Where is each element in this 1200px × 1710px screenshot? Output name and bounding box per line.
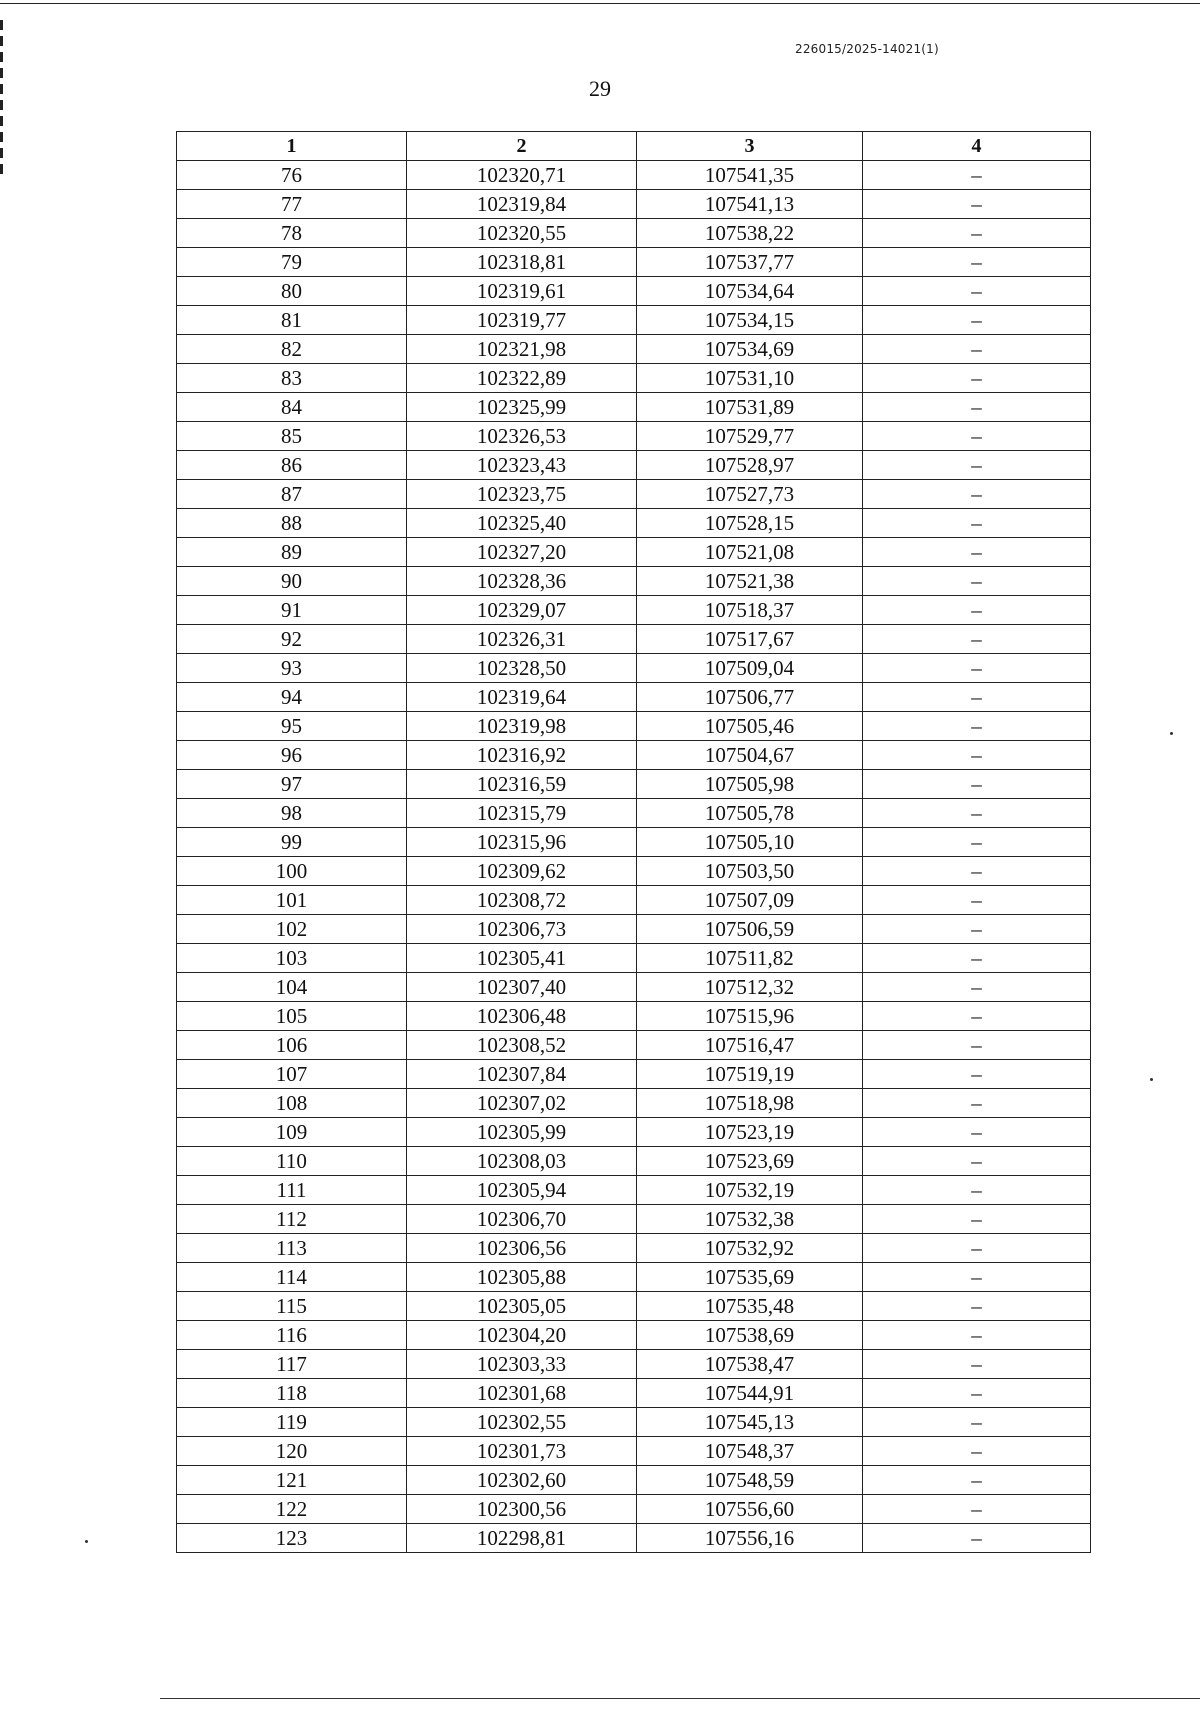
- note-cell: –: [863, 1031, 1091, 1060]
- table-row: [177, 1263, 1091, 1292]
- table-row: [177, 770, 1091, 799]
- point-number-cell: 105: [177, 1002, 407, 1031]
- x-coordinate-cell: 102323,75: [407, 480, 637, 509]
- note-cell: –: [863, 219, 1091, 248]
- table-row: [177, 741, 1091, 770]
- y-coordinate-cell: 107523,19: [637, 1118, 863, 1147]
- point-number-cell: 78: [177, 219, 407, 248]
- column-header-2: 2: [407, 132, 637, 161]
- point-number-cell: 109: [177, 1118, 407, 1147]
- point-number-cell: 104: [177, 973, 407, 1002]
- x-coordinate-cell: 102308,03: [407, 1147, 637, 1176]
- note-cell: –: [863, 1147, 1091, 1176]
- table-row: [177, 886, 1091, 915]
- binding-marks: [0, 20, 3, 180]
- x-coordinate-cell: 102309,62: [407, 857, 637, 886]
- y-coordinate-cell: 107512,32: [637, 973, 863, 1002]
- x-coordinate-cell: 102302,60: [407, 1466, 637, 1495]
- x-coordinate-cell: 102300,56: [407, 1495, 637, 1524]
- note-cell: –: [863, 1118, 1091, 1147]
- x-coordinate-cell: 102323,43: [407, 451, 637, 480]
- y-coordinate-cell: 107537,77: [637, 248, 863, 277]
- point-number-cell: 79: [177, 248, 407, 277]
- x-coordinate-cell: 102316,92: [407, 741, 637, 770]
- table-row: [177, 1234, 1091, 1263]
- note-cell: –: [863, 1408, 1091, 1437]
- note-cell: –: [863, 364, 1091, 393]
- y-coordinate-cell: 107531,89: [637, 393, 863, 422]
- point-number-cell: 87: [177, 480, 407, 509]
- y-coordinate-cell: 107509,04: [637, 654, 863, 683]
- note-cell: –: [863, 1350, 1091, 1379]
- y-coordinate-cell: 107531,10: [637, 364, 863, 393]
- note-cell: –: [863, 1437, 1091, 1466]
- table-row: [177, 306, 1091, 335]
- point-number-cell: 100: [177, 857, 407, 886]
- table-row: [177, 480, 1091, 509]
- point-number-cell: 86: [177, 451, 407, 480]
- x-coordinate-cell: 102306,73: [407, 915, 637, 944]
- table-row: [177, 683, 1091, 712]
- y-coordinate-cell: 107544,91: [637, 1379, 863, 1408]
- y-coordinate-cell: 107532,92: [637, 1234, 863, 1263]
- table-row: [177, 190, 1091, 219]
- y-coordinate-cell: 107507,09: [637, 886, 863, 915]
- note-cell: –: [863, 915, 1091, 944]
- note-cell: –: [863, 1495, 1091, 1524]
- x-coordinate-cell: 102301,68: [407, 1379, 637, 1408]
- column-header-3: 3: [637, 132, 863, 161]
- note-cell: –: [863, 799, 1091, 828]
- x-coordinate-cell: 102326,31: [407, 625, 637, 654]
- table-row: [177, 973, 1091, 1002]
- column-header-1: 1: [177, 132, 407, 161]
- point-number-cell: 123: [177, 1524, 407, 1553]
- note-cell: –: [863, 1292, 1091, 1321]
- x-coordinate-cell: 102318,81: [407, 248, 637, 277]
- x-coordinate-cell: 102326,53: [407, 422, 637, 451]
- y-coordinate-cell: 107538,22: [637, 219, 863, 248]
- x-coordinate-cell: 102308,52: [407, 1031, 637, 1060]
- x-coordinate-cell: 102301,73: [407, 1437, 637, 1466]
- y-coordinate-cell: 107505,98: [637, 770, 863, 799]
- table-row: [177, 857, 1091, 886]
- note-cell: –: [863, 451, 1091, 480]
- note-cell: –: [863, 1205, 1091, 1234]
- point-number-cell: 108: [177, 1089, 407, 1118]
- y-coordinate-cell: 107545,13: [637, 1408, 863, 1437]
- y-coordinate-cell: 107556,16: [637, 1524, 863, 1553]
- y-coordinate-cell: 107505,78: [637, 799, 863, 828]
- point-number-cell: 119: [177, 1408, 407, 1437]
- table-row: [177, 944, 1091, 973]
- table-row: [177, 1408, 1091, 1437]
- note-cell: –: [863, 770, 1091, 799]
- point-number-cell: 120: [177, 1437, 407, 1466]
- table-row: [177, 712, 1091, 741]
- table-header-row: [177, 132, 1091, 161]
- x-coordinate-cell: 102320,55: [407, 219, 637, 248]
- x-coordinate-cell: 102306,70: [407, 1205, 637, 1234]
- y-coordinate-cell: 107532,19: [637, 1176, 863, 1205]
- point-number-cell: 77: [177, 190, 407, 219]
- note-cell: –: [863, 190, 1091, 219]
- point-number-cell: 110: [177, 1147, 407, 1176]
- point-number-cell: 88: [177, 509, 407, 538]
- x-coordinate-cell: 102328,36: [407, 567, 637, 596]
- note-cell: –: [863, 1379, 1091, 1408]
- point-number-cell: 106: [177, 1031, 407, 1060]
- note-cell: –: [863, 654, 1091, 683]
- table-row: [177, 422, 1091, 451]
- table-row: [177, 538, 1091, 567]
- x-coordinate-cell: 102315,96: [407, 828, 637, 857]
- point-number-cell: 97: [177, 770, 407, 799]
- point-number-cell: 81: [177, 306, 407, 335]
- note-cell: –: [863, 248, 1091, 277]
- y-coordinate-cell: 107504,67: [637, 741, 863, 770]
- y-coordinate-cell: 107521,38: [637, 567, 863, 596]
- note-cell: –: [863, 1060, 1091, 1089]
- point-number-cell: 89: [177, 538, 407, 567]
- point-number-cell: 92: [177, 625, 407, 654]
- table-row: [177, 596, 1091, 625]
- y-coordinate-cell: 107503,50: [637, 857, 863, 886]
- point-number-cell: 116: [177, 1321, 407, 1350]
- note-cell: –: [863, 509, 1091, 538]
- y-coordinate-cell: 107505,10: [637, 828, 863, 857]
- column-header-4: 4: [863, 132, 1091, 161]
- y-coordinate-cell: 107541,13: [637, 190, 863, 219]
- y-coordinate-cell: 107518,98: [637, 1089, 863, 1118]
- note-cell: –: [863, 161, 1091, 190]
- note-cell: –: [863, 1524, 1091, 1553]
- note-cell: –: [863, 1466, 1091, 1495]
- note-cell: –: [863, 741, 1091, 770]
- point-number-cell: 99: [177, 828, 407, 857]
- table-row: [177, 1118, 1091, 1147]
- table-row: [177, 1437, 1091, 1466]
- table-row: [177, 451, 1091, 480]
- scan-speck: [1150, 1078, 1153, 1081]
- x-coordinate-cell: 102304,20: [407, 1321, 637, 1350]
- x-coordinate-cell: 102319,77: [407, 306, 637, 335]
- y-coordinate-cell: 107506,77: [637, 683, 863, 712]
- note-cell: –: [863, 828, 1091, 857]
- y-coordinate-cell: 107556,60: [637, 1495, 863, 1524]
- table-row: [177, 277, 1091, 306]
- table-row: [177, 1031, 1091, 1060]
- point-number-cell: 121: [177, 1466, 407, 1495]
- y-coordinate-cell: 107527,73: [637, 480, 863, 509]
- point-number-cell: 98: [177, 799, 407, 828]
- note-cell: –: [863, 625, 1091, 654]
- point-number-cell: 91: [177, 596, 407, 625]
- note-cell: –: [863, 567, 1091, 596]
- table-row: [177, 1176, 1091, 1205]
- y-coordinate-cell: 107528,15: [637, 509, 863, 538]
- point-number-cell: 113: [177, 1234, 407, 1263]
- x-coordinate-cell: 102325,99: [407, 393, 637, 422]
- x-coordinate-cell: 102329,07: [407, 596, 637, 625]
- x-coordinate-cell: 102303,33: [407, 1350, 637, 1379]
- note-cell: –: [863, 480, 1091, 509]
- x-coordinate-cell: 102307,84: [407, 1060, 637, 1089]
- table-row: [177, 567, 1091, 596]
- y-coordinate-cell: 107548,59: [637, 1466, 863, 1495]
- y-coordinate-cell: 107532,38: [637, 1205, 863, 1234]
- table-row: [177, 625, 1091, 654]
- note-cell: –: [863, 335, 1091, 364]
- x-coordinate-cell: 102325,40: [407, 509, 637, 538]
- y-coordinate-cell: 107518,37: [637, 596, 863, 625]
- point-number-cell: 95: [177, 712, 407, 741]
- point-number-cell: 111: [177, 1176, 407, 1205]
- note-cell: –: [863, 538, 1091, 567]
- table-row: [177, 915, 1091, 944]
- table-row: [177, 828, 1091, 857]
- bottom-border-line: [160, 1698, 1200, 1699]
- x-coordinate-cell: 102306,48: [407, 1002, 637, 1031]
- table-row: [177, 1466, 1091, 1495]
- x-coordinate-cell: 102305,94: [407, 1176, 637, 1205]
- x-coordinate-cell: 102319,61: [407, 277, 637, 306]
- coordinates-table: [176, 131, 1091, 1553]
- x-coordinate-cell: 102322,89: [407, 364, 637, 393]
- point-number-cell: 114: [177, 1263, 407, 1292]
- table-body: [177, 161, 1091, 1553]
- x-coordinate-cell: 102307,40: [407, 973, 637, 1002]
- top-border-line: [0, 3, 1200, 4]
- y-coordinate-cell: 107528,97: [637, 451, 863, 480]
- table-row: [177, 1524, 1091, 1553]
- page-number: 29: [589, 76, 611, 101]
- x-coordinate-cell: 102305,05: [407, 1292, 637, 1321]
- note-cell: –: [863, 683, 1091, 712]
- y-coordinate-cell: 107519,19: [637, 1060, 863, 1089]
- point-number-cell: 96: [177, 741, 407, 770]
- note-cell: –: [863, 1263, 1091, 1292]
- note-cell: –: [863, 306, 1091, 335]
- y-coordinate-cell: 107506,59: [637, 915, 863, 944]
- y-coordinate-cell: 107505,46: [637, 712, 863, 741]
- y-coordinate-cell: 107538,47: [637, 1350, 863, 1379]
- y-coordinate-cell: 107523,69: [637, 1147, 863, 1176]
- x-coordinate-cell: 102305,41: [407, 944, 637, 973]
- x-coordinate-cell: 102319,98: [407, 712, 637, 741]
- note-cell: –: [863, 1176, 1091, 1205]
- table-row: [177, 799, 1091, 828]
- note-cell: –: [863, 422, 1091, 451]
- point-number-cell: 90: [177, 567, 407, 596]
- note-cell: –: [863, 886, 1091, 915]
- y-coordinate-cell: 107535,48: [637, 1292, 863, 1321]
- x-coordinate-cell: 102307,02: [407, 1089, 637, 1118]
- point-number-cell: 112: [177, 1205, 407, 1234]
- scan-speck: [85, 1540, 88, 1543]
- point-number-cell: 102: [177, 915, 407, 944]
- table-row: [177, 1350, 1091, 1379]
- point-number-cell: 83: [177, 364, 407, 393]
- note-cell: –: [863, 1089, 1091, 1118]
- note-cell: –: [863, 596, 1091, 625]
- table-row: [177, 393, 1091, 422]
- table-row: [177, 161, 1091, 190]
- point-number-cell: 85: [177, 422, 407, 451]
- table-row: [177, 219, 1091, 248]
- x-coordinate-cell: 102302,55: [407, 1408, 637, 1437]
- point-number-cell: 101: [177, 886, 407, 915]
- table-row: [177, 1379, 1091, 1408]
- table-row: [177, 335, 1091, 364]
- x-coordinate-cell: 102319,84: [407, 190, 637, 219]
- point-number-cell: 115: [177, 1292, 407, 1321]
- x-coordinate-cell: 102305,88: [407, 1263, 637, 1292]
- y-coordinate-cell: 107529,77: [637, 422, 863, 451]
- note-cell: –: [863, 857, 1091, 886]
- y-coordinate-cell: 107516,47: [637, 1031, 863, 1060]
- y-coordinate-cell: 107548,37: [637, 1437, 863, 1466]
- table-row: [177, 1060, 1091, 1089]
- table-row: [177, 1089, 1091, 1118]
- x-coordinate-cell: 102321,98: [407, 335, 637, 364]
- note-cell: –: [863, 1321, 1091, 1350]
- y-coordinate-cell: 107535,69: [637, 1263, 863, 1292]
- table-row: [177, 1292, 1091, 1321]
- point-number-cell: 118: [177, 1379, 407, 1408]
- point-number-cell: 84: [177, 393, 407, 422]
- table-row: [177, 1002, 1091, 1031]
- note-cell: –: [863, 712, 1091, 741]
- point-number-cell: 103: [177, 944, 407, 973]
- point-number-cell: 93: [177, 654, 407, 683]
- x-coordinate-cell: 102305,99: [407, 1118, 637, 1147]
- table-row: [177, 248, 1091, 277]
- table-row: [177, 364, 1091, 393]
- point-number-cell: 80: [177, 277, 407, 306]
- document-registration-number: 226015/2025-14021(1): [795, 42, 939, 56]
- point-number-cell: 76: [177, 161, 407, 190]
- y-coordinate-cell: 107517,67: [637, 625, 863, 654]
- x-coordinate-cell: 102316,59: [407, 770, 637, 799]
- x-coordinate-cell: 102319,64: [407, 683, 637, 712]
- table-row: [177, 1205, 1091, 1234]
- x-coordinate-cell: 102298,81: [407, 1524, 637, 1553]
- x-coordinate-cell: 102315,79: [407, 799, 637, 828]
- y-coordinate-cell: 107534,64: [637, 277, 863, 306]
- x-coordinate-cell: 102320,71: [407, 161, 637, 190]
- table-row: [177, 1495, 1091, 1524]
- x-coordinate-cell: 102327,20: [407, 538, 637, 567]
- y-coordinate-cell: 107515,96: [637, 1002, 863, 1031]
- note-cell: –: [863, 973, 1091, 1002]
- point-number-cell: 94: [177, 683, 407, 712]
- scan-speck: [1170, 732, 1173, 735]
- x-coordinate-cell: 102328,50: [407, 654, 637, 683]
- table-row: [177, 509, 1091, 538]
- y-coordinate-cell: 107521,08: [637, 538, 863, 567]
- note-cell: –: [863, 1002, 1091, 1031]
- point-number-cell: 82: [177, 335, 407, 364]
- point-number-cell: 107: [177, 1060, 407, 1089]
- note-cell: –: [863, 944, 1091, 973]
- x-coordinate-cell: 102308,72: [407, 886, 637, 915]
- point-number-cell: 117: [177, 1350, 407, 1379]
- table-row: [177, 1321, 1091, 1350]
- y-coordinate-cell: 107538,69: [637, 1321, 863, 1350]
- note-cell: –: [863, 277, 1091, 306]
- y-coordinate-cell: 107534,15: [637, 306, 863, 335]
- point-number-cell: 122: [177, 1495, 407, 1524]
- note-cell: –: [863, 393, 1091, 422]
- note-cell: –: [863, 1234, 1091, 1263]
- table-row: [177, 654, 1091, 683]
- y-coordinate-cell: 107511,82: [637, 944, 863, 973]
- table-row: [177, 1147, 1091, 1176]
- x-coordinate-cell: 102306,56: [407, 1234, 637, 1263]
- y-coordinate-cell: 107534,69: [637, 335, 863, 364]
- table-header: [177, 132, 1091, 161]
- y-coordinate-cell: 107541,35: [637, 161, 863, 190]
